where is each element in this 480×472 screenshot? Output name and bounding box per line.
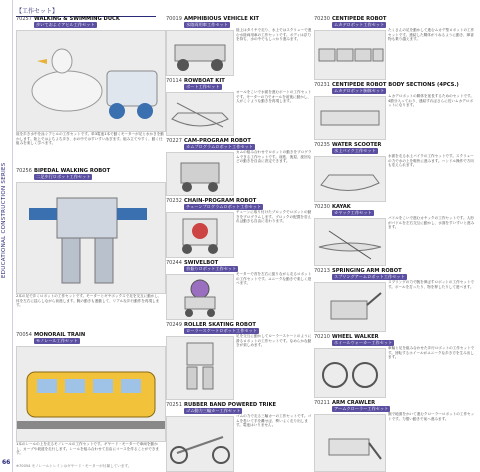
product-description: たくさんの足を動かして進むムカデ型ロボットの工作セットです。連結した胴体がうねるように動き、障害物も乗り越えます。 [388, 28, 475, 41]
product-code: 70231 [314, 82, 330, 88]
spine-title: EDUCATIONAL CONSTRUCTION SERIES [1, 162, 7, 278]
product-kayak [314, 204, 476, 266]
product-code: 70232 [166, 198, 182, 204]
product-code: 70213 [314, 268, 330, 274]
product-name: CHAIN-PROGRAM ROBOT [184, 198, 257, 204]
product-description: 足を交互に動かしてローラースケートのように滑るロボットの工作セットです。なめらかな動きが楽しめます。 [236, 334, 312, 347]
product-name: ARM CRAWLER [332, 400, 376, 406]
product-name: WALKING & SWIMMING DUCK [34, 16, 120, 22]
product-code: 70054 [16, 332, 32, 338]
product-water-scooter [314, 142, 476, 202]
product-code: 70230 [314, 204, 330, 210]
centipede-sections-photo [314, 96, 386, 140]
product-description: モーターで首を左右に振りながら走るロボットの工作セットです。ユニークな動きで楽しく遊べます。 [236, 272, 312, 285]
product-name: CENTIPEDE ROBOT [332, 16, 387, 22]
product-code: 70244 [166, 260, 182, 266]
chain-robot-photo [166, 212, 234, 258]
product-description: 水面を走る水上バイクの工作セットです。スクリューの力で水の上を軽快に進みます。ハンドル操作で方向も変えられます。 [388, 154, 474, 167]
product-name: CAM-PROGRAM ROBOT [184, 138, 251, 144]
product-name: BIPEDAL WALKING ROBOT [34, 168, 111, 174]
page-number: 66 [2, 459, 11, 466]
product-name: SWIVELBOT [184, 260, 219, 266]
duck-photo [16, 30, 166, 132]
product-jp-name: 首振りロボット工作セット [186, 266, 237, 271]
product-description: 陸を歩き水中を泳ぐアヒルの工作セットです。単3電池1本で動くモーターが足と水かきを動かします。陸上ではよちよち歩き、水の中ではすいすい泳ぎます。組み立てやすく、動く仕組みを楽しく学べます。 [16, 132, 164, 145]
product-jp-name: アームクローラー工作セット [334, 406, 389, 411]
product-jp-name: ローラースケートロボット工作セット [186, 328, 257, 333]
section-title: 【工作セット】 [16, 6, 156, 17]
product-jp-name: ゴム動力三輪カー工作セット [186, 408, 241, 413]
amphibious-photo [166, 30, 234, 76]
product-bipedal-robot [16, 168, 164, 330]
product-description: 腕で地面をかいて進むクローラーロボットの工作セットです。力強い動きで前へ進みます。 [388, 412, 475, 421]
product-description: パドルをこいで進むカヤックの工作セットです。人形がパドルを左右交互に動かし、水面をすいすいと進みます。 [388, 216, 475, 229]
page-spine [0, 0, 13, 472]
cam-robot-photo [166, 152, 234, 196]
product-jp-name: モノレール工作セット [36, 338, 78, 343]
product-wheel-walker [314, 334, 476, 398]
centipede-photo [314, 30, 386, 80]
rubber-trike-photo [166, 416, 234, 472]
product-description: チェーンに取り付けたブロックでロボットの動きをプログラムします。ブロックの配置を変えれば動きも自由に変わります。 [236, 210, 312, 223]
product-cam-robot [166, 138, 312, 196]
product-chain-robot [166, 198, 312, 258]
product-arm-crawler [314, 400, 476, 472]
kayak-photo [314, 218, 386, 266]
rowboat-photo [166, 92, 234, 136]
product-description: ムカデロボットの胴体を延長するためのセットです。4節分入っており、連結すればさらに長いムカデロボットになります。 [388, 94, 474, 107]
product-name: ROWBOAT KIT [184, 78, 225, 84]
product-rowboat [166, 78, 312, 136]
product-code: 70257 [16, 16, 32, 22]
product-code: 70211 [314, 400, 330, 406]
product-walking-duck [16, 16, 164, 166]
product-code: 70256 [16, 168, 32, 174]
roller-robot-photo [166, 336, 234, 400]
product-description: カムの組み合わせでロボットの動きをプログラムできる工作セットです。前進、後退、旋回などの動きを自由に設定できます。 [236, 150, 312, 163]
product-name: WATER SCOOTER [332, 142, 382, 148]
product-name: MONORAIL TRAIN [34, 332, 86, 338]
product-swivelbot [166, 260, 312, 320]
product-springing-arm [314, 268, 476, 332]
product-code: 70114 [166, 78, 182, 84]
product-jp-name: スプリングアームロボット工作セット [334, 274, 405, 279]
product-roller-robot [166, 322, 312, 400]
product-jp-name: ボート工作セット [186, 84, 220, 89]
product-name: SPRINGING ARM ROBOT [332, 268, 402, 274]
product-name: CENTIPEDE ROBOT BODY SECTIONS (4PCS.) [332, 82, 459, 88]
product-centipede [314, 16, 476, 80]
product-jp-name: ホイールウォーカー工作セット [334, 340, 393, 345]
product-code: 70019 [166, 16, 182, 22]
product-code: 70251 [166, 402, 182, 408]
product-jp-name: 水陸両用車工作セット [186, 22, 228, 27]
product-jp-name: カムプログラムロボット工作セット [186, 144, 253, 149]
product-description: 車輪と足を組み合わせた歩行ロボットの工作セットです。回転するホイールがユニークな歩き方を生み出します。 [388, 346, 475, 359]
product-centipede-sections [314, 82, 476, 140]
product-name: KAYAK [332, 204, 351, 210]
product-jp-name: ムカデロボット工作セット [334, 22, 385, 27]
product-description: スプリングの力で腕を伸ばすロボットの工作セットです。ボールを打ったり、物を押したりして遊べます。 [388, 280, 475, 289]
bipedal-robot-photo [16, 182, 166, 294]
product-code: 70235 [314, 142, 330, 148]
product-name: ROLLER SKATING ROBOT [184, 322, 256, 328]
product-jp-name: 二足歩行ロボット工作セット [36, 174, 91, 179]
product-rubber-trike [166, 402, 312, 472]
swivelbot-photo [166, 274, 234, 320]
product-description: ゴムの力で走る三輪カーの工作セットです。ゴムを巻いて手を離せば、勢いよく走り出します。電池はいりません。 [236, 414, 312, 427]
product-code: 70230 [314, 16, 330, 22]
springing-arm-photo [314, 282, 386, 332]
product-amphibious [166, 16, 312, 76]
product-description: 2本の足で歩くロボットの工作セットです。モーターとギヤボックスで足を交互に動かし、体を左右に揺らしながら前進します。腕の動きも連動して、リアルな歩行動作を再現します。 [16, 294, 162, 307]
product-code: 70210 [314, 334, 330, 340]
product-jp-name: チェーンプログラムロボット工作セット [186, 204, 262, 209]
product-description: 陸上はタイヤで走り、水上ではスクリューで進む水陸両用車の工作セットです。ボディは浮力を持ち、水の中でもしっかり進みます。 [236, 28, 312, 41]
product-name: WHEEL WALKER [332, 334, 379, 340]
product-jp-name: 水上バイク工作セット [334, 148, 376, 153]
product-name: AMPHIBIOUS VEHICLE KIT [184, 16, 260, 22]
product-description: オールをこいで水面を進むボートの工作セットです。モーターの力でオールを前後に動かし、人がこぐような動きを再現します。 [236, 90, 312, 103]
product-jp-name: 歩いておよぐアヒル工作セット [36, 22, 95, 27]
product-code: 70249 [166, 322, 182, 328]
monorail-photo [16, 346, 166, 442]
product-monorail [16, 332, 164, 472]
product-description: 1本のレールの上を走るモノレールの工作セットです。ギヤード・モーターで車両を動かし、カーブや坂道を走行します。レールを組み合わせて自由にコースを作ることができます。 [16, 442, 160, 455]
water-scooter-photo [314, 156, 386, 202]
product-name: RUBBER BAND POWERED TRIKE [184, 402, 277, 408]
footer-note: ※70054 モノレールトレインはギヤード・モーターが付属しています。 [16, 464, 132, 468]
wheel-walker-photo [314, 348, 386, 398]
product-code: 70227 [166, 138, 182, 144]
product-jp-name: カヤック工作セット [334, 210, 372, 215]
product-jp-name: ムカデロボット胴体セット [334, 88, 385, 93]
arm-crawler-photo [314, 414, 386, 472]
